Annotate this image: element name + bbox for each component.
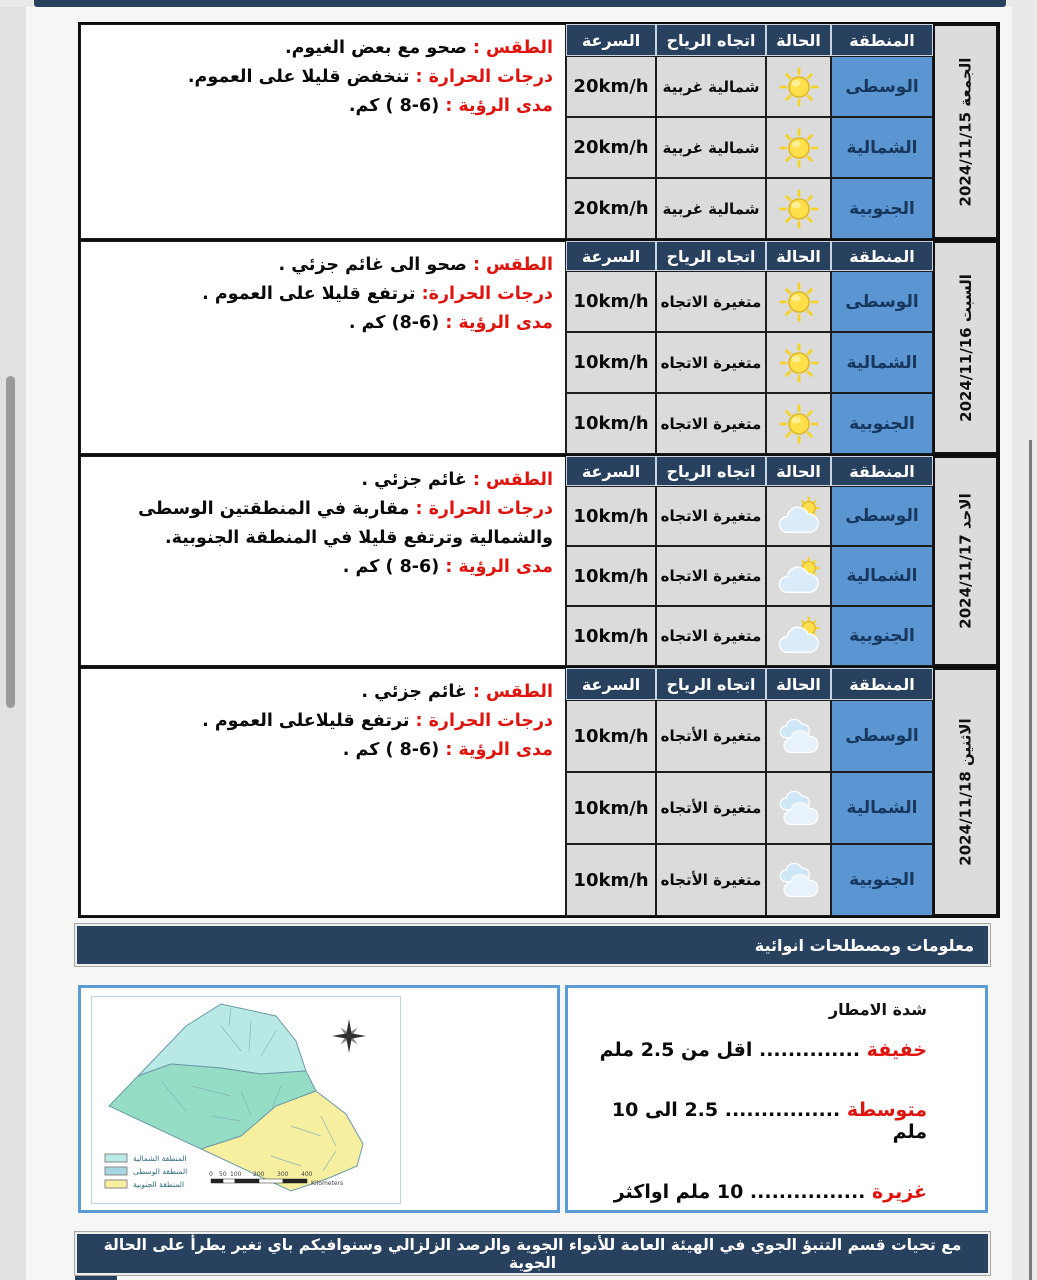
rain-item <box>578 1039 927 1061</box>
forecast-line <box>89 678 553 707</box>
forecast-text: (6-8 ) كم . <box>342 557 440 577</box>
forecast-line <box>89 34 553 63</box>
day-section-3 <box>80 454 998 666</box>
legend-swatch-central <box>105 1167 127 1175</box>
rain-value: .............. اقل من 2.5 ملم <box>599 1039 861 1061</box>
condition-cell <box>766 56 831 117</box>
date-cell <box>933 456 998 666</box>
col-header-region: المنطقة <box>831 241 933 271</box>
forecast-line <box>89 466 553 495</box>
wind-cell: متغيرة الأتجاه <box>656 772 766 844</box>
day-section-2 <box>80 239 998 454</box>
speed-cell: 20km/h <box>566 178 656 239</box>
forecast-label: مدى الرؤية : <box>445 313 553 333</box>
region-cell: الشمالية <box>831 332 933 393</box>
col-header-speed: السرعة <box>566 24 656 56</box>
rain-label: متوسطة <box>846 1099 927 1121</box>
region-cell: الوسطى <box>831 486 933 546</box>
day-section-4 <box>80 666 998 916</box>
forecast-label: درجات الحرارة : <box>415 499 553 519</box>
svg-text:100: 100 <box>230 1171 242 1178</box>
legend-swatch-south <box>105 1180 127 1188</box>
svg-text:50: 50 <box>219 1171 227 1178</box>
rain-value: ................ 10 ملم اواكثر <box>613 1181 866 1203</box>
region-cell: الوسطى <box>831 56 933 117</box>
condition-cell <box>766 117 831 178</box>
col-header-condition: الحالة <box>766 668 831 700</box>
forecast-line <box>89 92 553 121</box>
forecast-line <box>89 707 553 736</box>
condition-cell <box>766 271 831 332</box>
forecast-line <box>89 251 553 280</box>
region-cell: الشمالية <box>831 546 933 606</box>
svg-text:Kilometers: Kilometers <box>311 1180 344 1187</box>
clouds-icon <box>775 860 823 900</box>
speed-cell: 10km/h <box>566 606 656 666</box>
forecast-text: صحو الى غائم جزئي . <box>278 255 467 275</box>
scrollbar-thumb[interactable] <box>6 376 15 708</box>
condition-cell <box>766 772 831 844</box>
speed-cell: 10km/h <box>566 700 656 772</box>
col-header-wind: اتجاه الرياح <box>656 241 766 271</box>
region-cell: الشمالية <box>831 772 933 844</box>
sun-cloud-icon <box>775 556 822 597</box>
top-bar-edge <box>34 0 1006 7</box>
rain-title: شدة الامطار <box>828 1000 927 1019</box>
region-cell: الجنوبية <box>831 606 933 666</box>
wind-cell: متغيرة الاتجاه <box>656 606 766 666</box>
forecast-text: غائم جزئي . <box>361 682 467 702</box>
sun-icon <box>778 281 820 323</box>
sun-icon <box>778 66 820 108</box>
col-header-region: المنطقة <box>831 24 933 56</box>
sun-icon <box>778 403 820 445</box>
region-cell: الجنوبية <box>831 393 933 454</box>
speed-cell: 10km/h <box>566 844 656 916</box>
date-cell <box>933 241 998 454</box>
date-cell <box>933 24 998 239</box>
date-label: الجمعة 2024/11/15 <box>956 57 975 206</box>
forecast-text: ترتفع قليلاعلى العموم . <box>202 711 410 731</box>
region-cell: الشمالية <box>831 117 933 178</box>
svg-text:200: 200 <box>253 1171 265 1178</box>
date-label: السبت 2024/11/16 <box>956 273 975 422</box>
wind-cell: متغيرة الأتجاه <box>656 844 766 916</box>
legend-swatch-north <box>105 1154 127 1162</box>
region-cell: الوسطى <box>831 271 933 332</box>
col-header-wind: اتجاه الرياح <box>656 456 766 486</box>
condition-cell <box>766 546 831 606</box>
legend-label-north: المنطقة الشمالية <box>133 1154 187 1163</box>
col-header-region: المنطقة <box>831 668 933 700</box>
clouds-icon <box>775 788 823 828</box>
forecast-label: درجات الحرارة: <box>421 284 553 304</box>
col-header-speed: السرعة <box>566 668 656 700</box>
rain-intensity-box <box>565 985 988 1213</box>
forecast-table <box>78 22 1000 918</box>
forecast-text: (6-8) كم . <box>348 313 440 333</box>
clouds-icon <box>775 716 823 756</box>
speed-cell: 10km/h <box>566 271 656 332</box>
svg-text:400: 400 <box>301 1171 313 1178</box>
rain-label: خفيفة <box>866 1039 927 1061</box>
condition-cell <box>766 393 831 454</box>
wind-cell: متغيرة الاتجاه <box>656 546 766 606</box>
map-legend <box>105 1154 187 1189</box>
wind-cell: شمالية غربية <box>656 178 766 239</box>
sun-cloud-icon <box>775 496 822 537</box>
forecast-label: الطقس : <box>472 38 553 58</box>
forecast-label: مدى الرؤية : <box>445 740 553 760</box>
speed-cell: 10km/h <box>566 772 656 844</box>
forecast-text: تنخفض قليلا على العموم. <box>187 67 410 87</box>
sun-icon <box>778 127 820 169</box>
wind-cell: متغيرة الاتجاه <box>656 486 766 546</box>
forecast-description <box>80 668 566 916</box>
regions-map-box <box>78 985 560 1213</box>
speed-cell: 10km/h <box>566 486 656 546</box>
date-label: الاحد 2024/11/17 <box>956 493 975 629</box>
svg-text:300: 300 <box>277 1171 289 1178</box>
forecast-text: غائم جزئي . <box>361 470 467 490</box>
col-header-condition: الحالة <box>766 456 831 486</box>
date-cell <box>933 668 998 916</box>
condition-cell <box>766 178 831 239</box>
forecast-text: صحو مع بعض الغيوم. <box>284 38 467 58</box>
speed-cell: 20km/h <box>566 117 656 178</box>
speed-cell: 10km/h <box>566 332 656 393</box>
footer-greeting-bar: مع تحيات قسم التنبؤ الجوي في الهيئة العامة للأنواء الجوية والرصد الزلزالي وسنوافيكم باي تغير يطرأ على الحالة الجوية <box>75 1232 990 1275</box>
col-header-region: المنطقة <box>831 456 933 486</box>
wind-cell: متغيرة الاتجاه <box>656 332 766 393</box>
sun-icon <box>778 342 820 384</box>
forecast-line <box>89 553 553 582</box>
region-cell: الوسطى <box>831 700 933 772</box>
condition-cell <box>766 700 831 772</box>
forecast-line <box>89 736 553 765</box>
svg-text:0: 0 <box>209 1171 213 1178</box>
wind-cell: متغيرة الاتجاه <box>656 271 766 332</box>
forecast-line <box>89 63 553 92</box>
forecast-line <box>89 309 553 338</box>
region-cell: الجنوبية <box>831 178 933 239</box>
rain-item <box>578 1099 927 1143</box>
sun-cloud-icon <box>775 616 822 657</box>
rain-item <box>578 1181 927 1203</box>
day-section-1 <box>80 24 998 239</box>
col-header-wind: اتجاه الرياح <box>656 668 766 700</box>
region-cell: الجنوبية <box>831 844 933 916</box>
page-edge-line <box>1029 440 1032 1280</box>
info-terms-bar: معلومات ومصطلحات انوائية <box>75 924 990 966</box>
rain-value: ................ 2.5 الى 10 ملم <box>611 1099 927 1143</box>
iraq-regions-map <box>91 996 401 1204</box>
speed-cell: 10km/h <box>566 546 656 606</box>
forecast-label: درجات الحرارة : <box>415 67 553 87</box>
forecast-label: مدى الرؤية : <box>445 96 553 116</box>
forecast-label: مدى الرؤية : <box>445 557 553 577</box>
sun-icon <box>778 188 820 230</box>
forecast-line <box>89 495 553 553</box>
forecast-text: ترتفع قليلا على العموم . <box>202 284 416 304</box>
forecast-text: (6-8 ) كم. <box>348 96 440 116</box>
condition-cell <box>766 606 831 666</box>
forecast-text: (6-8 ) كم . <box>342 740 440 760</box>
col-header-speed: السرعة <box>566 456 656 486</box>
col-header-speed: السرعة <box>566 241 656 271</box>
forecast-label: درجات الحرارة : <box>415 711 553 731</box>
legend-label-south: المنطقة الجنوبية <box>133 1180 185 1189</box>
wind-cell: متغيرة الاتجاه <box>656 393 766 454</box>
forecast-line <box>89 280 553 309</box>
wind-cell: شمالية غربية <box>656 56 766 117</box>
condition-cell <box>766 844 831 916</box>
forecast-label: الطقس : <box>472 682 553 702</box>
wind-cell: شمالية غربية <box>656 117 766 178</box>
next-bar-edge <box>75 1276 117 1280</box>
speed-cell: 10km/h <box>566 393 656 454</box>
forecast-description <box>80 24 566 239</box>
col-header-wind: اتجاه الرياح <box>656 24 766 56</box>
forecast-text: مقاربة في المنطقتين الوسطى والشمالية وترتفع قليلا في المنطقة الجنوبية. <box>138 499 553 548</box>
speed-cell: 20km/h <box>566 56 656 117</box>
wind-cell: متغيرة الأتجاه <box>656 700 766 772</box>
forecast-description <box>80 456 566 666</box>
col-header-condition: الحالة <box>766 24 831 56</box>
rain-label: غزيرة <box>872 1181 927 1203</box>
forecast-description <box>80 241 566 454</box>
forecast-label: الطقس : <box>472 470 553 490</box>
legend-label-central: المنطقة الوسطى <box>133 1167 188 1176</box>
col-header-condition: الحالة <box>766 241 831 271</box>
date-label: الاثنين 2024/11/18 <box>956 718 975 866</box>
forecast-label: الطقس : <box>472 255 553 275</box>
condition-cell <box>766 332 831 393</box>
condition-cell <box>766 486 831 546</box>
